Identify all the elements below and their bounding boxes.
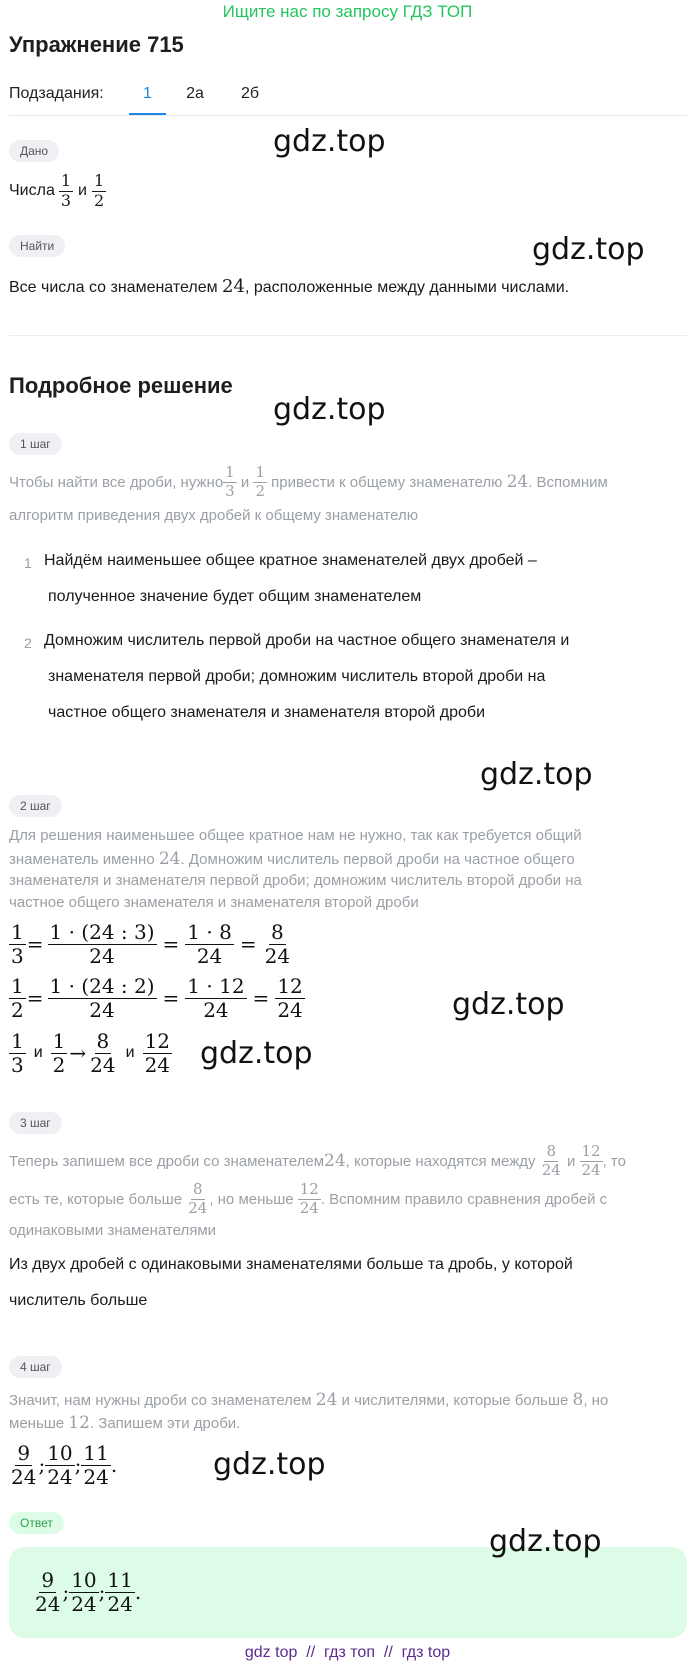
step3-fraction-12b: $\frac{12}{24}$ — [299, 1179, 319, 1217]
conversion-summary: $\frac{1}{3}$ и $\frac{1}{2}$ → $\frac{8}{24}$ и $\frac{12}{24}$ — [11, 1028, 171, 1077]
step2-line1: Для решения наименьшее общее кратное нам не нужно, так как требуется общий — [9, 827, 582, 844]
step3-fraction-12: $\frac{12}{24}$ — [581, 1141, 601, 1179]
footer-links[interactable]: gdz top // гдз топ // гдз top — [244, 1644, 451, 1661]
algorithm-item-2-line3: частное общего знаменателя и знаменателя второй дроби — [48, 704, 486, 721]
answer-fractions: $\frac{9}{24}$ ; $\frac{10}{24}$ ; $\frac{11}{24}$ . — [35, 1567, 142, 1616]
eq2-product-fraction: $\frac{1 \cdot 12}{24}$ — [187, 973, 245, 1022]
watermark: gdz.top — [213, 1447, 326, 1482]
step3-pill: 3 шаг — [9, 1112, 62, 1134]
summary-fraction-4: $\frac{12}{24}$ — [144, 1028, 171, 1077]
step4-fraction-10: $\frac{10}{24}$ — [47, 1440, 73, 1489]
eq2-lhs-fraction: $\frac{1}{2}$ — [11, 973, 24, 1022]
given-statement — [9, 168, 106, 214]
eq2-expanded-fraction: $\frac{1 \cdot (24 : 2)}{24}$ — [49, 973, 155, 1022]
watermark: gdz.top — [480, 757, 593, 792]
step1-fraction-2: $\frac{1}{2}$ — [255, 462, 265, 500]
algorithm-item-1-line1: Найдём наименьшее общее кратное знаменателей двух дробей – — [44, 552, 537, 569]
step3-line3: одинаковыми знаменателями — [9, 1222, 217, 1239]
step4-fraction-11: $\frac{11}{24}$ — [83, 1440, 109, 1489]
step3-fraction-8: $\frac{8}{24}$ — [541, 1141, 561, 1179]
algorithm-item-1-line2: полученное значение будет общим знаменателем — [48, 588, 422, 605]
step1-intro-line2: алгоритм приведения двух дробей к общему знаменателю — [9, 507, 418, 524]
eq2-result-fraction: $\frac{12}{24}$ — [277, 973, 303, 1022]
given-fraction-1: $\frac{1}{3}$ — [60, 170, 72, 210]
algorithm-item-2-line2: знаменателя первой дроби; домножим числитель второй дроби на — [48, 668, 546, 685]
tab-1[interactable]: 1 — [143, 85, 152, 102]
eq1-product-fraction: $\frac{1 \cdot 8}{24}$ — [187, 919, 232, 968]
watermark: gdz.top — [273, 124, 386, 159]
given-pill: Дано — [9, 140, 59, 162]
watermark: gdz.top — [273, 392, 386, 427]
step2-line4: частное общего знаменателя и знаменателя второй дроби — [9, 894, 419, 911]
solution-heading: Подробное решение — [9, 373, 233, 398]
algorithm-item-2-number: 2 — [24, 635, 32, 651]
comparison-rule-line1: Из двух дробей с одинаковыми знаменателями больше та дробь, у которой — [9, 1256, 573, 1273]
eq1-expanded-fraction: $\frac{1 \cdot (24 : 3)}{24}$ — [49, 919, 155, 968]
step4-pill: 4 шаг — [9, 1356, 62, 1378]
answer-fraction-9: $\frac{9}{24}$ — [35, 1567, 61, 1616]
tab-2a[interactable]: 2а — [186, 85, 204, 102]
page-title: Упражнение 715 — [9, 32, 184, 57]
algorithm-item-1-number: 1 — [24, 555, 32, 571]
watermark: gdz.top — [532, 232, 645, 267]
given-fraction-2: $\frac{1}{2}$ — [93, 170, 105, 210]
step2-pill: 2 шаг — [9, 795, 62, 817]
watermark: gdz.top — [200, 1036, 313, 1071]
step3-line2: есть те, которые больше $\frac{8}{24}$ , но меньше $\frac{12}{24}$ . Вспомним правило сравнения дробей с — [9, 1179, 608, 1217]
algorithm-item-2-line1: Домножим числитель первой дроби на частное общего знаменателя и — [44, 632, 570, 649]
equation-2: $\frac{1}{2}$ = $\frac{1 \cdot (24 : 2)}{24}$ = $\frac{1 \cdot 12}{24}$ = $\frac{12}{24}$ — [11, 973, 303, 1022]
given-text: Числа — [9, 182, 55, 199]
step3-fraction-8b: $\frac{8}{24}$ — [188, 1179, 208, 1217]
summary-fraction-3: $\frac{8}{24}$ — [90, 1028, 116, 1077]
section-divider — [9, 335, 687, 336]
step4-result-fractions: $\frac{9}{24}$ ; $\frac{10}{24}$ ; $\frac{11}{24}$ . — [11, 1440, 118, 1489]
summary-fraction-2: $\frac{1}{2}$ — [52, 1028, 66, 1077]
comparison-rule-line2: числитель больше — [9, 1292, 148, 1309]
step2-line2: знаменатель именно 24. Домножим числитель первой дроби на частное общего — [9, 849, 575, 869]
watermark: gdz.top — [452, 987, 565, 1022]
find-pill: Найти — [9, 235, 65, 257]
equation-1: $\frac{1}{3}$ = $\frac{1 \cdot (24 : 3)}{24}$ = $\frac{1 \cdot 8}{24}$ = $\frac{8}{24}$ — [11, 919, 291, 968]
step2-line3: знаменателя и знаменателя первой дроби; домножим числитель второй дроби на — [9, 872, 582, 889]
promo-banner[interactable]: Ищите нас по запросу ГДЗ ТОП — [222, 2, 473, 21]
answer-pill: Ответ — [9, 1512, 64, 1534]
given-and: и — [78, 182, 87, 199]
step4-line1: Значит, нам нужны дроби со знаменателем 24 и числителями, которые больше 8, но — [9, 1390, 609, 1410]
step4-fraction-9: $\frac{9}{24}$ — [11, 1440, 37, 1489]
find-statement: Все числа со знаменателем 24, расположенные между данными числами. — [9, 276, 570, 297]
subtasks-label: Подзадания: — [9, 85, 104, 102]
eq1-result-fraction: $\frac{8}{24}$ — [264, 919, 291, 968]
step1-pill: 1 шаг — [9, 433, 62, 455]
watermark: gdz.top — [489, 1524, 602, 1559]
step4-line2: меньше 12. Запишем эти дроби. — [9, 1413, 241, 1433]
answer-fraction-11: $\frac{11}{24}$ — [107, 1567, 133, 1616]
tabs-divider — [9, 115, 687, 116]
summary-fraction-1: $\frac{1}{3}$ — [11, 1028, 24, 1077]
answer-fraction-10: $\frac{10}{24}$ — [71, 1567, 97, 1616]
tab-2b[interactable]: 2б — [240, 85, 260, 102]
step1-intro-line1: Чтобы найти все дроби, нужно $\frac{1}{3}$ и $\frac{1}{2}$ привести к общему знаменателю 24 . Вспомним — [9, 462, 608, 500]
step1-fraction-1: $\frac{1}{3}$ — [225, 462, 235, 500]
eq1-lhs-fraction: $\frac{1}{3}$ — [11, 919, 24, 968]
arrow-icon: → — [69, 1041, 87, 1065]
step3-line1: Теперь запишем все дроби со знаменателем 24 , которые находятся между $\frac{8}{24}$ и $\frac{12}{24}$ , то — [9, 1141, 626, 1179]
